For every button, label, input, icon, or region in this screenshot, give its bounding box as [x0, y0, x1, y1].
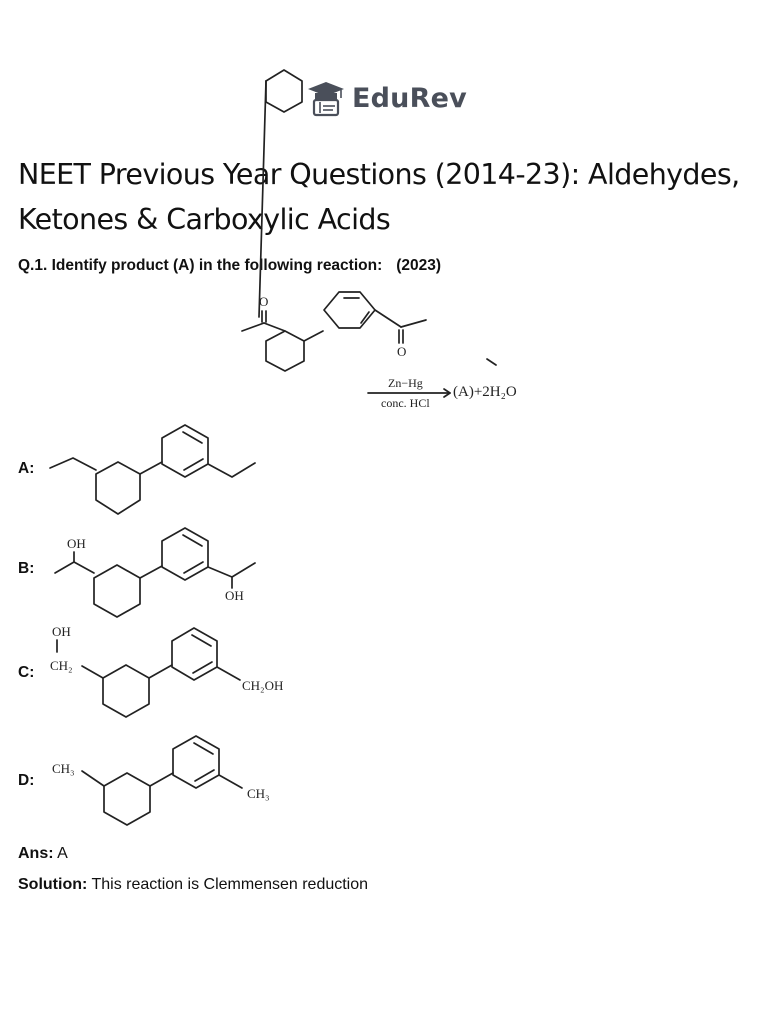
- question-label: Q.1. Identify product (A) in the following reaction:: [18, 257, 383, 274]
- option-a-structure: [50, 425, 255, 514]
- option-b-oh-top: OH: [67, 536, 86, 551]
- option-a-label[interactable]: A:: [18, 460, 35, 477]
- solution-label: Solution:: [18, 876, 88, 893]
- reactant-structure: [0, 0, 768, 420]
- option-d-ch3-left: CH₃: [52, 761, 75, 776]
- brand-name: EduRev: [352, 82, 467, 114]
- option-c-ch2oh: CH₂OH: [242, 678, 284, 693]
- carbonyl-oxygen-right: O: [397, 344, 407, 359]
- option-b-oh-bottom: OH: [225, 588, 244, 603]
- question-year: (2023): [396, 257, 442, 274]
- option-c-ch2: CH₂: [50, 658, 73, 673]
- reaction-products: (A)+2H₂O: [453, 384, 517, 400]
- carbonyl-oxygen-left: O: [259, 294, 269, 309]
- option-b-label[interactable]: B:: [18, 560, 35, 577]
- option-c-structure: [50, 624, 283, 717]
- answer-value: A: [57, 845, 68, 862]
- answer-label: Ans:: [18, 845, 54, 862]
- solution-text: This reaction is Clemmensen reduction: [91, 876, 369, 893]
- answer-line: [18, 845, 68, 863]
- solution-line: [18, 876, 368, 894]
- reagent-bottom: conc. HCl: [381, 396, 430, 410]
- option-d-ch3-right: CH₃: [247, 786, 270, 801]
- page-title: NEET Previous Year Questions (2014-23): Aldehydes, Ketones & Carboxylic Acids: [18, 158, 740, 236]
- option-b-structure: [55, 528, 255, 617]
- option-d-structure: [52, 736, 270, 825]
- option-c-label[interactable]: C:: [18, 664, 35, 681]
- option-d-label[interactable]: D:: [18, 772, 35, 789]
- option-c-oh: OH: [52, 624, 71, 639]
- reagent-top: Zn−Hg: [388, 376, 423, 390]
- option-structures: [0, 420, 768, 840]
